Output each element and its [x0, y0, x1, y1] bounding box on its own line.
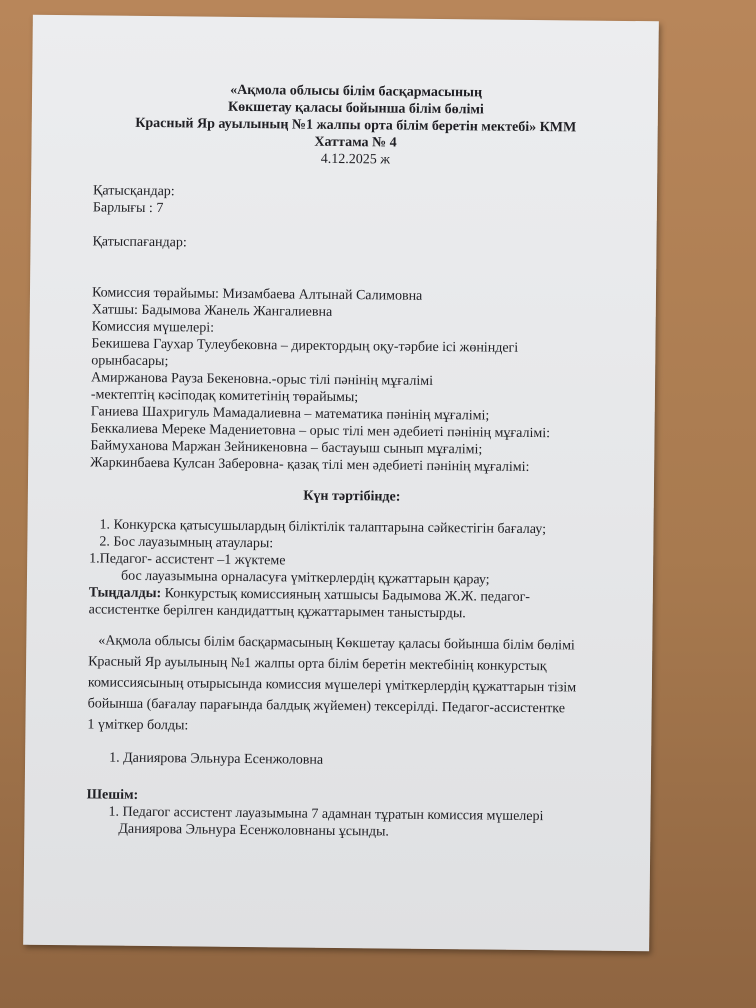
- body-line: комиссиясының отырысында комиссия мүшелері үміткерлердің құжаттарын тізім: [87, 675, 577, 696]
- agenda-item-3-text: бос лауазымына орналасуға үміткерлердің құжаттарын қарау;: [120, 568, 490, 588]
- commission-member: Жаркинбаева Кулсан Заберовна- қазақ тілі мен әдебиеті пәнінің мұғалімі:: [90, 455, 530, 475]
- heard-label: Тыңдалды:: [88, 585, 162, 602]
- commission-member: Амиржанова Рауза Бекеновна.-орыс тілі пәнінің мұғалімі: [91, 370, 434, 389]
- document-page: [23, 15, 659, 952]
- agenda-item-1: 1. Конкурска қатысушылардың біліктілік талаптарына сәйкестігін бағалау;: [99, 517, 547, 538]
- commission-secretary: Хатшы: Бадымова Жанель Жангалиевна: [91, 302, 333, 320]
- heard-text: Конкурстық комиссияның хатшысы Бадымова Ж.Ж. педагог-: [161, 586, 531, 605]
- protocol-date: 4.12.2025 ж: [320, 151, 391, 168]
- candidate-item: 1. Даниярова Эльнура Есенжоловна: [109, 750, 324, 768]
- commission-member: Беккалиева Мереке Мадениетовна – орыс тілі мен әдебиеті пәнінің мұғалімі:: [90, 421, 551, 442]
- decision-title: Шешім:: [86, 787, 139, 803]
- absent-label: Қатыспағандар:: [92, 234, 187, 251]
- agenda-item-2: 2. Бос лауазымның атаулары:: [99, 534, 274, 552]
- body-line: «Ақмола облысы білім басқармасының Көкшетау қаласы бойынша білім бөлімі: [98, 633, 575, 654]
- header-line-1: «Ақмола облысы білім басқармасының: [230, 82, 483, 101]
- protocol-title: Хаттама № 4: [314, 134, 397, 151]
- body-paragraph: [87, 630, 612, 740]
- decision-line-2: Даниярова Эльнура Есенжоловнаны ұсынды.: [118, 821, 390, 840]
- total-count: Барлығы : 7: [92, 200, 164, 217]
- commission-chair: Комиссия төрайымы: Мизамбаева Алтынай Салимовна: [91, 285, 423, 304]
- agenda-item-3: 1.Педагог- ассистент –1 жүктеме: [89, 551, 286, 569]
- agenda-title: Күн тәртібінде:: [303, 488, 401, 505]
- header-line-3: Красный Яр ауылының №1 жалпы орта білім беретін мектебі» КММ: [135, 115, 577, 136]
- commission-member: Бекишева Гаухар Тулеубековна – директордың оқу-тәрбие ісі жөніндегі: [91, 336, 519, 356]
- decision-line-1: 1. Педагог ассистент лауазымына 7 адамнан тұратын комиссия мүшелері: [108, 804, 544, 825]
- header-line-2: Көкшетау қаласы бойынша білім бөлімі: [227, 99, 484, 118]
- commission-member: -мектептің кәсіподақ комитетінің төрайымы;: [90, 387, 359, 406]
- body-line: бойынша (бағалау парағында балдық жүйемен) тексерілді. Педагог-ассистентке: [87, 696, 566, 717]
- heard-text-2: ассистентке берілген кандидаттың құжаттарымен таныстырды.: [88, 602, 466, 622]
- commission-member: Баймуханова Маржан Зейникеновна – бастауыш сынып мұғалімі;: [90, 438, 483, 458]
- commission-member: орынбасары;: [91, 353, 169, 370]
- document-content: [86, 80, 618, 842]
- present-label: Қатысқандар:: [92, 183, 175, 200]
- body-line: Красный Яр ауылының №1 жалпы орта білім беретін мектебінің конкурстық: [88, 654, 547, 675]
- commission-members-label: Комиссия мүшелері:: [91, 319, 215, 336]
- commission-member: Ганиева Шахригуль Мамадалиевна – математика пәнінің мұғалімі;: [90, 404, 490, 424]
- body-line: 1 үміткер болды:: [87, 717, 189, 734]
